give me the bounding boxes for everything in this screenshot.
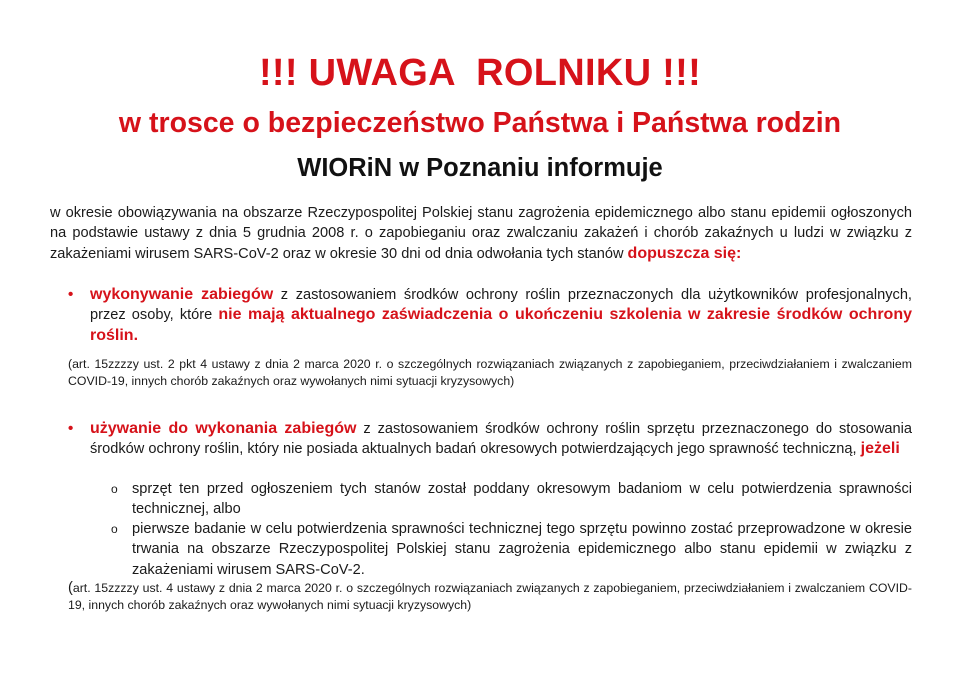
- alert-title: !!! UWAGA ROLNIKU !!!: [258, 52, 702, 94]
- sub-marker-circle: o: [111, 522, 118, 536]
- bullet-2-emphasis: jeżeli: [860, 440, 900, 458]
- informant-heading: WIORiN w Poznaniu informuje: [297, 154, 663, 182]
- sub-marker-circle: o: [111, 482, 118, 496]
- bullet-1-emphasis: nie mają aktualnego zaświadczenia o ukończeniu szkolenia w zakresie środków ochrony roślin.: [90, 306, 912, 344]
- sub-item-1: [111, 479, 912, 520]
- intro-text: w okresie obowiązywania na obszarze Rzeczypospolitej Polskiej stanu zagrożenia epidemicznego albo stanu epidemii ogłoszonych na podstawie ustawy z dnia 5 grudnia 2008 r. o zapobieganiu oraz zwalczaniu zakażeń i chorób zakaźnych u ludzi w związku z zakażeniami wirusem SARS-CoV-2 oraz w okresie 30 dni od dnia odwołania tych stanów: [50, 205, 912, 262]
- bullet-item-1: [68, 285, 912, 346]
- intro-emphasis: dopuszcza się:: [627, 244, 742, 262]
- sub-item-text: pierwsze badanie w celu potwierdzenia sprawności technicznej tego sprzętu powinno zostać przeprowadzone w okresie trwania na obszarze Rzeczypospolitej Polskiej stanu zagrożenia epidemicznego albo stanu epidemii w związku z zakażeniami wirusem SARS-CoV-2.: [132, 521, 912, 578]
- bullet-2-lead: używanie do wykonania zabiegów: [90, 420, 357, 437]
- reference-text: art. 15zzzzy ust. 4 ustawy z dnia 2 marca 2020 r. o szczególnych rozwiązaniach związanych z zapobieganiem, przeciwdziałaniem i zwalczaniem COVID-19, innych chorób zakaźnych oraz wywołanych nimi sytuacji kryzysowych): [68, 581, 912, 612]
- bullet-2-text: z zastosowaniem środków ochrony roślin sprzętu przeznaczonego do stosowania środków ochrony roślin, który nie posiada aktualnych badań okresowych potwierdzających jego sprawność techniczną,: [90, 421, 913, 458]
- subtitle: w trosce o bezpieczeństwo Państwa i Państwa rodzin: [118, 107, 842, 139]
- bullet-marker: •: [68, 286, 74, 303]
- bullet-1-lead: wykonywanie zabiegów: [90, 286, 274, 303]
- bullet-item-2: [68, 419, 913, 460]
- legal-reference-1: (art. 15zzzzy ust. 2 pkt 4 ustawy z dnia 2 marca 2020 r. o szczególnych rozwiązaniach związanych z zapobieganiem, przeciwdziałaniem i zwalczaniem COVID-19, innych chorób zakaźnych oraz wywołanych nimi sytuacji kryzysowych): [68, 357, 912, 388]
- bullet-marker: •: [68, 420, 74, 437]
- sub-item-2: [111, 519, 912, 580]
- sub-item-text: sprzęt ten przed ogłoszeniem tych stanów został poddany okresowym badaniom w celu potwierdzenia sprawności technicznej, albo: [132, 481, 912, 518]
- reference-open-paren: (: [68, 580, 73, 596]
- intro-paragraph: [50, 203, 912, 264]
- legal-reference-2: [68, 580, 912, 613]
- bullet-1-text: z zastosowaniem środków ochrony roślin przeznaczonych dla użytkowników profesjonalnych, przez osoby, które: [90, 287, 912, 324]
